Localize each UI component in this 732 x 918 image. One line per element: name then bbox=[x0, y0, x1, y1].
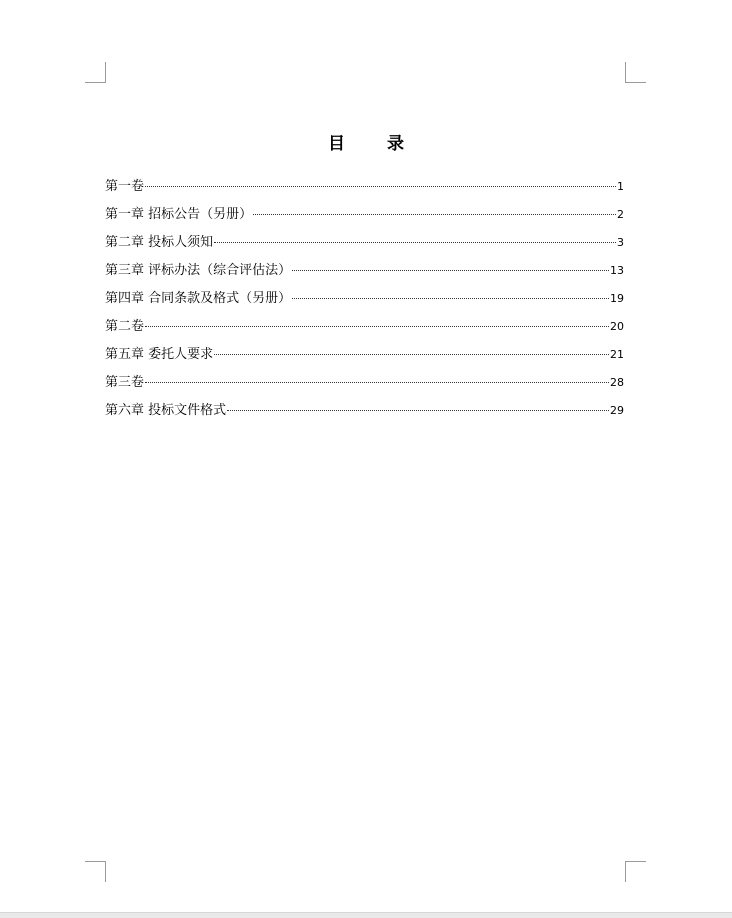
toc-entry-page: 13 bbox=[610, 264, 624, 277]
margin-corner-bottom-left bbox=[85, 861, 106, 882]
toc-entry-label: 第四章 合同条款及格式（另册） bbox=[105, 291, 292, 306]
toc-entry-page: 21 bbox=[610, 348, 624, 361]
toc-entry-label: 第三卷 bbox=[105, 375, 145, 390]
toc-entry[interactable] bbox=[105, 344, 624, 372]
toc-entry[interactable] bbox=[105, 372, 624, 400]
toc-leader-dots bbox=[292, 298, 609, 299]
toc-entry-page: 28 bbox=[610, 376, 624, 389]
toc-entry-label: 第二卷 bbox=[105, 319, 145, 334]
toc-entry-label: 第五章 委托人要求 bbox=[105, 347, 214, 362]
toc-entry-label: 第一章 招标公告（另册） bbox=[105, 207, 253, 222]
toc-title: 目 录 bbox=[328, 134, 422, 154]
window-bottom-edge bbox=[0, 912, 732, 918]
margin-corner-top-right bbox=[625, 62, 646, 83]
toc-entry[interactable] bbox=[105, 316, 624, 344]
toc-leader-dots bbox=[253, 214, 616, 215]
toc-entry-page: 1 bbox=[617, 180, 624, 193]
toc-entry[interactable] bbox=[105, 288, 624, 316]
toc-entry-page: 29 bbox=[610, 404, 624, 417]
toc-leader-dots bbox=[227, 410, 609, 411]
toc-entry[interactable] bbox=[105, 176, 624, 204]
toc-entry-page: 20 bbox=[610, 320, 624, 333]
toc-leader-dots bbox=[145, 326, 609, 327]
toc-entry-page: 3 bbox=[617, 236, 624, 249]
toc-leader-dots bbox=[214, 242, 616, 243]
toc-entry[interactable] bbox=[105, 260, 624, 288]
toc-entry-label: 第三章 评标办法（综合评估法） bbox=[105, 263, 292, 278]
toc-leader-dots bbox=[145, 382, 609, 383]
toc-entry-page: 2 bbox=[617, 208, 624, 221]
toc-entry[interactable] bbox=[105, 204, 624, 232]
toc-leader-dots bbox=[145, 186, 616, 187]
margin-corner-bottom-right bbox=[625, 861, 646, 882]
toc-entry-page: 19 bbox=[610, 292, 624, 305]
toc-entry-label: 第一卷 bbox=[105, 179, 145, 194]
toc-entry[interactable] bbox=[105, 400, 624, 428]
toc-entry[interactable] bbox=[105, 232, 624, 260]
toc-entry-label: 第六章 投标文件格式 bbox=[105, 403, 227, 418]
table-of-contents bbox=[105, 176, 624, 428]
toc-leader-dots bbox=[292, 270, 609, 271]
margin-corner-top-left bbox=[85, 62, 106, 83]
toc-entry-label: 第二章 投标人须知 bbox=[105, 235, 214, 250]
toc-leader-dots bbox=[214, 354, 609, 355]
